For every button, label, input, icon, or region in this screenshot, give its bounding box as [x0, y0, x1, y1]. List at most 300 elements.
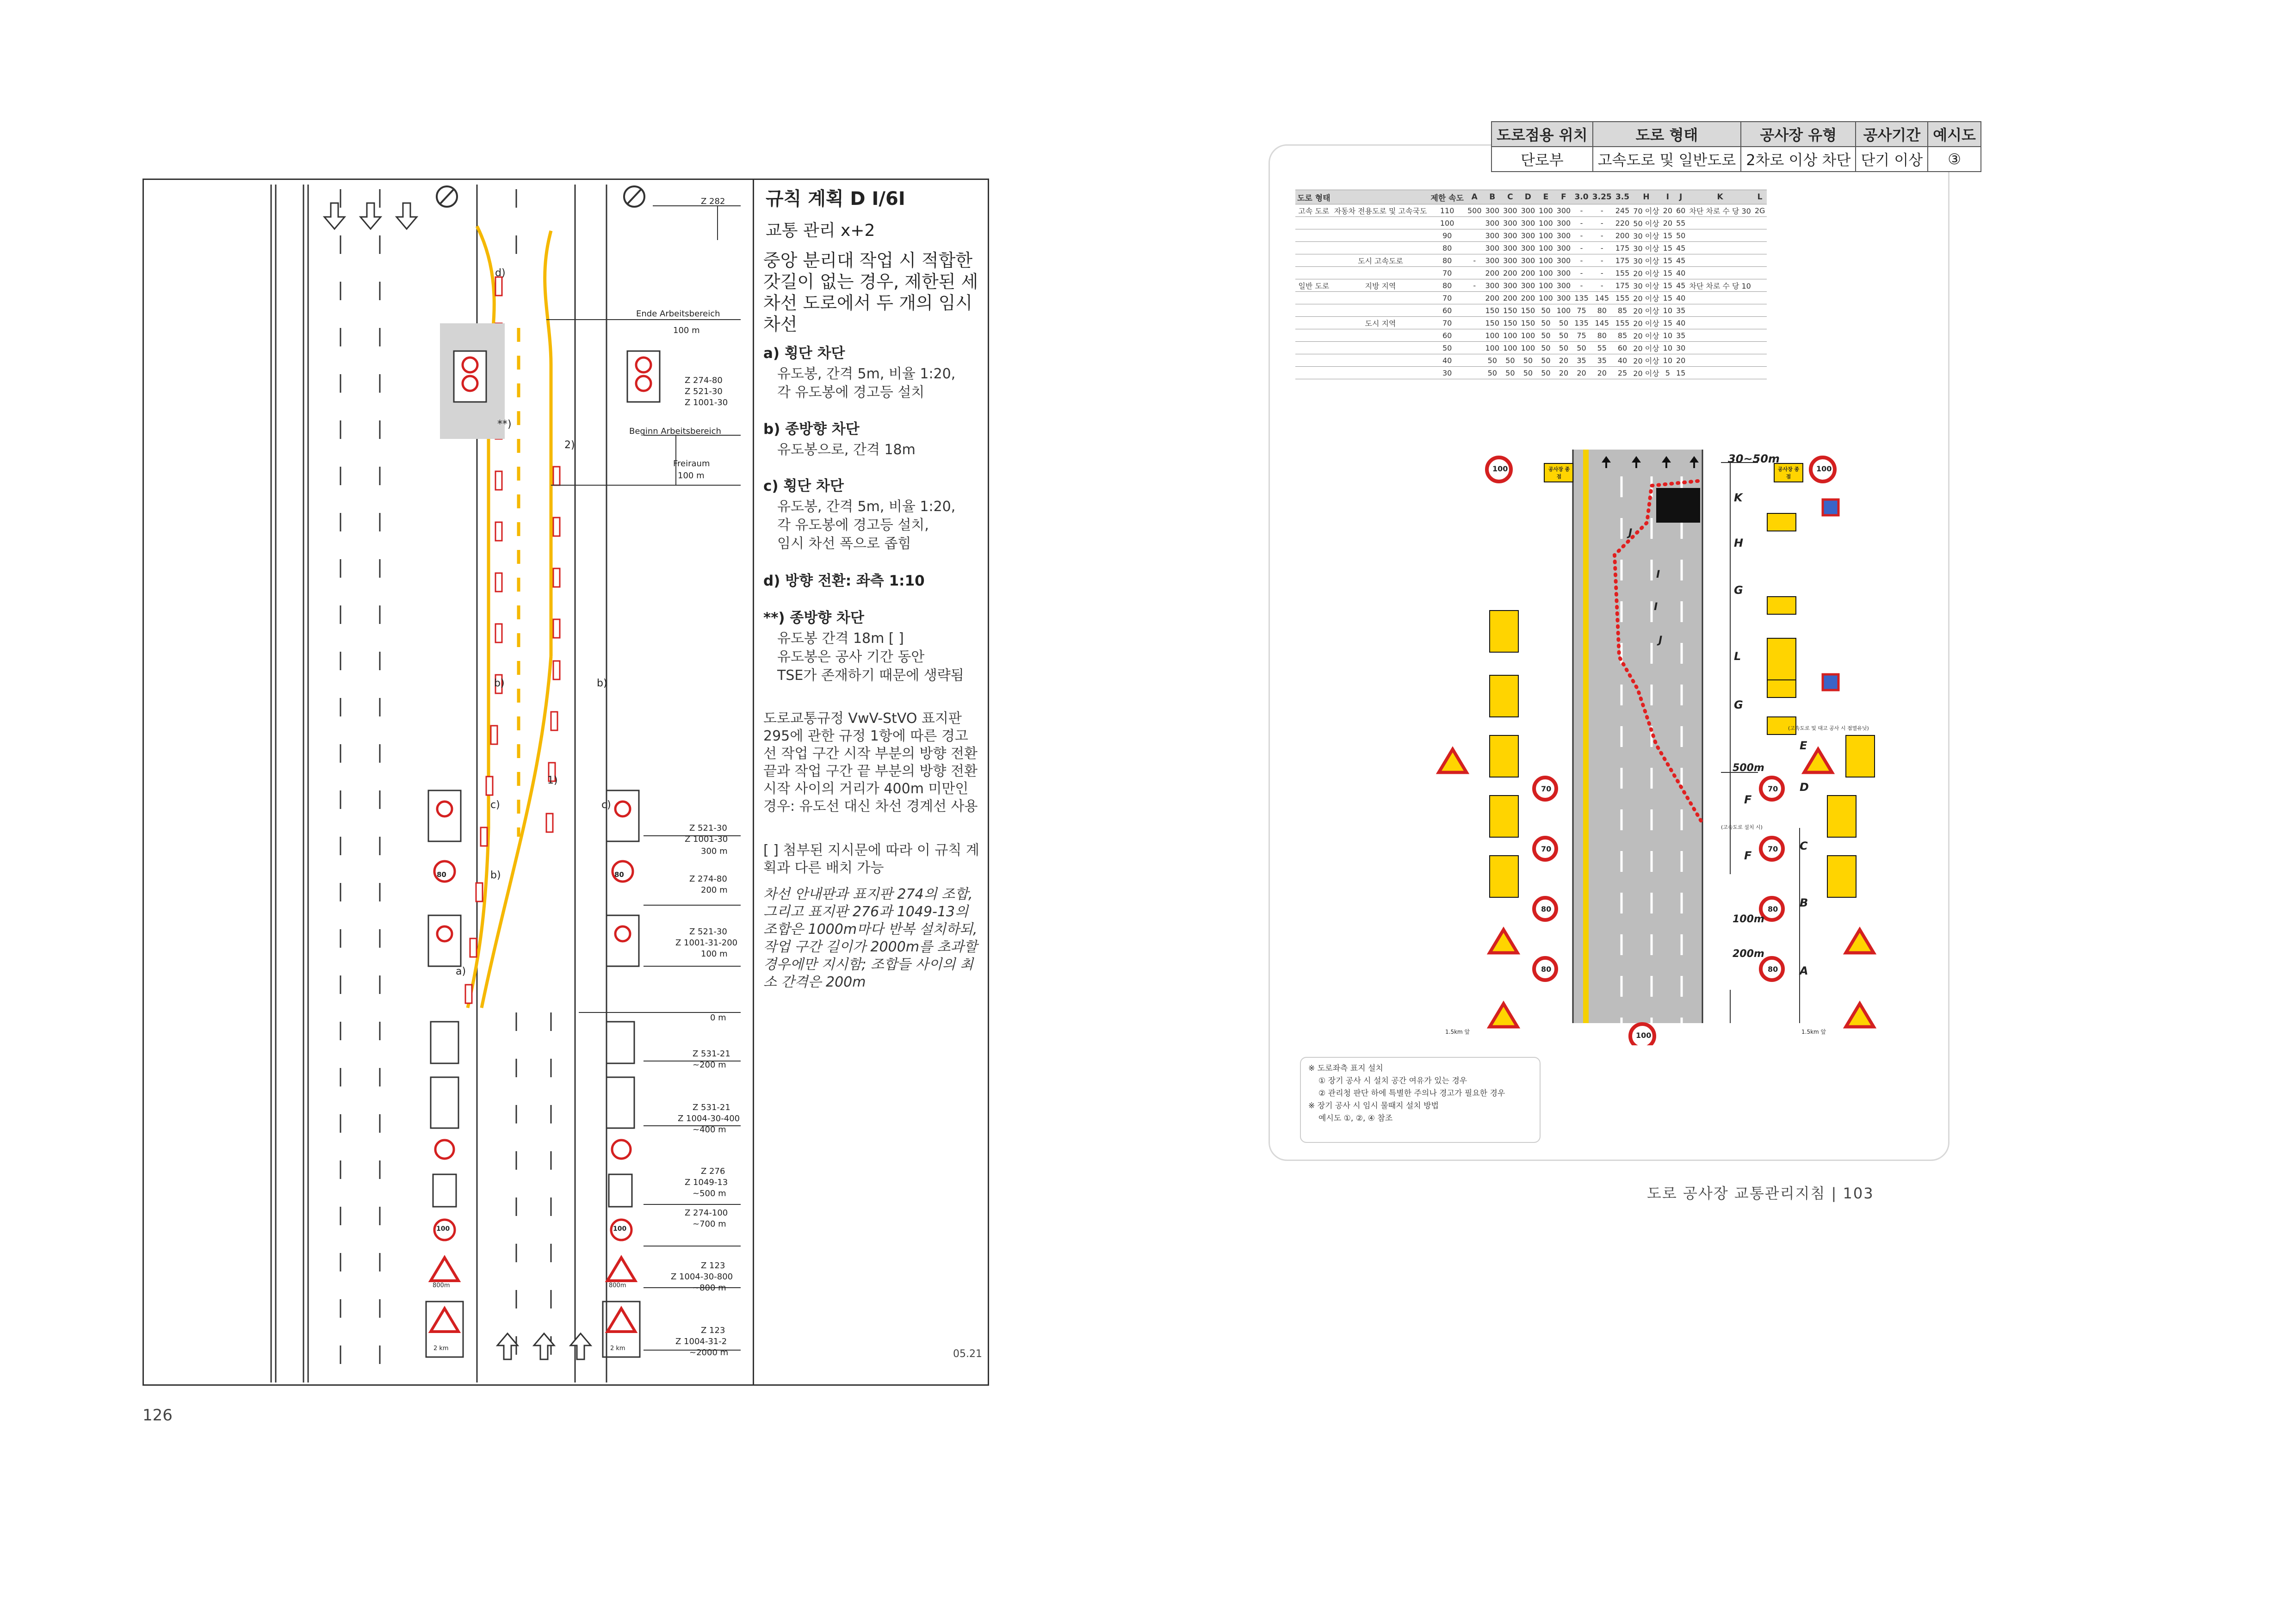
sign-80-left-b: 80 [1541, 965, 1552, 974]
table-cell [1332, 354, 1429, 367]
label-d-400: ~400 m [693, 1125, 726, 1135]
table-cell [1687, 304, 1752, 317]
table-cell: 80 [1590, 304, 1614, 317]
table-cell: 20 이상 [1631, 354, 1661, 367]
sign-80-right: 80 [614, 870, 624, 879]
table-row [1295, 304, 1767, 317]
table-cell: 80 [1429, 279, 1466, 292]
value-cell: 고속도로 및 일반도로 [1593, 147, 1741, 172]
table-cell [1687, 267, 1752, 279]
table-cell: 300 [1501, 279, 1519, 292]
table-cell: 70 [1429, 317, 1466, 329]
table-cell: 고속 도로 [1295, 204, 1332, 217]
table-cell: 75 [1572, 304, 1590, 317]
table-cell: 50 [1555, 317, 1573, 329]
table-cell: 300 [1519, 217, 1537, 229]
label-d200: 200 m [701, 885, 728, 895]
label-top-dist: 30~50m [1728, 452, 1780, 465]
table-cell: 100 [1537, 242, 1555, 254]
label-z1001-c: Z 1001-31-200 [675, 938, 738, 948]
table-cell: 150 [1501, 304, 1519, 317]
table-cell [1295, 267, 1332, 279]
table-cell: 300 [1484, 279, 1502, 292]
spec-header-cell: 3.5 [1614, 190, 1632, 204]
marker-b-right: b) [597, 678, 607, 689]
spec-table [1295, 190, 1767, 379]
label-500m: 500m [1733, 762, 1764, 774]
table-cell [1295, 254, 1332, 267]
table-cell: 15 [1661, 254, 1674, 267]
table-cell [1466, 242, 1484, 254]
table-cell: 50 [1519, 367, 1537, 379]
table-cell: 300 [1555, 279, 1573, 292]
table-cell: 30 이상 [1631, 279, 1661, 292]
table-cell: 35 [1674, 304, 1687, 317]
tag-800m-right: 800m [609, 1282, 626, 1289]
spec-header-cell: H [1631, 190, 1661, 204]
label-j1: J [1628, 527, 1633, 539]
regelplan-date: 05.21 [953, 1348, 982, 1360]
label-b: B [1800, 896, 1808, 909]
label-200m: 200m [1733, 948, 1764, 960]
table-cell: 175 [1614, 254, 1632, 267]
table-cell [1466, 342, 1484, 354]
section-d [763, 569, 981, 592]
table-cell: 40 [1674, 267, 1687, 279]
table-cell: 50 [1484, 354, 1502, 367]
table-cell: 300 [1555, 229, 1573, 242]
table-cell: 110 [1429, 204, 1466, 217]
label-d-700: ~700 m [693, 1219, 726, 1229]
table-cell: 15 [1661, 267, 1674, 279]
table-cell [1687, 354, 1752, 367]
table-cell: 300 [1555, 254, 1573, 267]
table-cell: 80 [1429, 242, 1466, 254]
table-cell [1466, 229, 1484, 242]
table-cell: 90 [1429, 229, 1466, 242]
table-cell: 175 [1614, 279, 1632, 292]
table-cell: 30 [1429, 367, 1466, 379]
table-cell: 50 이상 [1631, 217, 1661, 229]
section-a [763, 341, 981, 402]
table-cell: 150 [1519, 317, 1537, 329]
label-k: K [1734, 491, 1743, 504]
table-cell: 30 [1674, 342, 1687, 354]
table-cell: 300 [1519, 242, 1537, 254]
table-cell [1753, 254, 1767, 267]
table-cell: 20 이상 [1631, 317, 1661, 329]
table-cell: - [1572, 217, 1590, 229]
sign-100-bottom: 100 [1636, 1031, 1652, 1040]
table-cell: 20 이상 [1631, 292, 1661, 304]
regelplan-para1: 도로교통규정 VwV-StVO 표지판 295에 관한 규정 1항에 따른 경고선 작업 구간 시작 부분의 방향 전환 끝과 작업 구간 끝 부분의 방향 전환 시작 사이의 거리가 400m 미만인 경우: 유도선 대신 차선 경계선 사용 [763, 710, 978, 815]
table-cell [1332, 242, 1429, 254]
table-row [1295, 242, 1767, 254]
marker-star: **) [497, 419, 512, 430]
table-cell: 150 [1484, 317, 1502, 329]
label-z521-a: Z 521-30 [689, 823, 727, 833]
table-cell [1753, 354, 1767, 367]
table-cell: 50 [1555, 342, 1573, 354]
table-cell [1466, 367, 1484, 379]
label-z1049: Z 1049-13 [685, 1178, 728, 1187]
label-z282: Z 282 [701, 197, 725, 206]
table-cell [1332, 267, 1429, 279]
label-ende-dist: 100 m [673, 326, 700, 335]
table-cell: 2G [1753, 204, 1767, 217]
table-cell: 50 [1501, 354, 1519, 367]
table-cell: - [1572, 279, 1590, 292]
section-b [763, 417, 981, 459]
table-cell: 100 [1537, 204, 1555, 217]
tag-800m-left: 800m [433, 1282, 450, 1289]
work-sign-left: 공사장 종 점 [1548, 466, 1570, 480]
marker-a: a) [456, 966, 466, 977]
table-cell: 55 [1674, 217, 1687, 229]
label-i2: I [1656, 569, 1660, 580]
section-heading: c) 횡단 차단 [763, 478, 844, 494]
table-cell: - [1572, 204, 1590, 217]
sign-100-top-right: 100 [1816, 464, 1832, 473]
label-d: D [1800, 781, 1809, 794]
table-cell [1753, 317, 1767, 329]
marker-d: d) [495, 267, 506, 279]
spec-header-row [1295, 190, 1767, 204]
label-h: H [1734, 537, 1744, 549]
table-cell [1753, 367, 1767, 379]
table-cell: 60 [1674, 204, 1687, 217]
tag-1km-left: 1.5km 앞 [1445, 1029, 1470, 1035]
table-cell [1687, 292, 1752, 304]
table-cell [1332, 229, 1429, 242]
table-cell: 도시 지역 [1332, 317, 1429, 329]
table-cell [1753, 229, 1767, 242]
table-cell: 15 [1661, 229, 1674, 242]
table-cell: 300 [1555, 292, 1573, 304]
table-cell: 300 [1555, 242, 1573, 254]
label-100m: 100m [1733, 913, 1764, 925]
sign-group-left [454, 351, 486, 402]
work-sign-right: 공사장 종 점 [1777, 466, 1800, 480]
table-cell [1295, 367, 1332, 379]
table-cell: 20 [1555, 367, 1573, 379]
table-cell: 100 [1501, 329, 1519, 342]
table-cell [1466, 317, 1484, 329]
table-cell [1687, 254, 1752, 267]
table-cell [1332, 304, 1429, 317]
table-cell: 200 [1501, 292, 1519, 304]
table-cell: 50 [1429, 342, 1466, 354]
table-cell: 200 [1484, 292, 1502, 304]
table-cell: 150 [1519, 304, 1537, 317]
spec-header-cell: 제한 속도 [1429, 190, 1466, 204]
table-row [1295, 267, 1767, 279]
section-line: 각 유도봉에 경고등 설치, [777, 517, 929, 533]
table-cell: 20 [1572, 367, 1590, 379]
regelplan-divider [753, 179, 754, 1386]
table-cell: 300 [1484, 229, 1502, 242]
table-cell: - [1590, 267, 1614, 279]
table-cell: 175 [1614, 242, 1632, 254]
label-beginn: Beginn Arbeitsbereich [629, 426, 721, 436]
table-cell: 500 [1466, 204, 1484, 217]
table-cell: 50 [1537, 354, 1555, 367]
label-z1001-top: Z 1001-30 [685, 398, 728, 407]
table-row [1295, 279, 1767, 292]
table-cell: 40 [1429, 354, 1466, 367]
note-item: ② 관리청 판단 하에 특별한 주의나 경고가 필요한 경우 [1318, 1089, 1505, 1098]
label-i1: I [1654, 601, 1658, 613]
label-z276: Z 276 [701, 1166, 725, 1176]
label-z123-b: Z 123 [701, 1326, 725, 1335]
sign-80-left-a: 80 [1541, 905, 1552, 913]
sign-70-left-a: 70 [1541, 784, 1552, 793]
table-cell: 30 이상 [1631, 242, 1661, 254]
table-row [1295, 229, 1767, 242]
table-cell: - [1466, 254, 1484, 267]
table-cell [1466, 354, 1484, 367]
table-cell: 10 [1661, 342, 1674, 354]
table-row [1295, 342, 1767, 354]
marker-1: 1) [547, 775, 558, 786]
section-heading: **) 종방향 차단 [763, 610, 864, 626]
table-cell: 50 [1537, 342, 1555, 354]
table-cell: 220 [1614, 217, 1632, 229]
table-cell [1295, 317, 1332, 329]
table-cell: 300 [1501, 204, 1519, 217]
table-cell: 135 [1572, 317, 1590, 329]
layout-diagram [1434, 449, 1915, 1045]
table-row [1295, 292, 1767, 304]
table-cell [1332, 217, 1429, 229]
table-cell [1295, 217, 1332, 229]
header-cell: 예시도 [1928, 122, 1981, 147]
table-cell: 100 [1519, 329, 1537, 342]
table-cell: 245 [1614, 204, 1632, 217]
table-cell [1295, 342, 1332, 354]
spec-header-cell: J [1674, 190, 1687, 204]
regelplan-para2: [ ] 첨부된 지시문에 따라 이 규칙 계획과 다른 배치 가능 [763, 842, 979, 876]
table-cell: 도시 고속도로 [1332, 254, 1429, 267]
table-cell: 300 [1519, 254, 1537, 267]
table-cell: - [1590, 229, 1614, 242]
section-heading: d) 방향 전환: 좌측 1:10 [763, 573, 925, 589]
section-heading: b) 종방향 차단 [763, 421, 860, 438]
table-cell: 60 [1429, 329, 1466, 342]
table-cell: - [1590, 242, 1614, 254]
table-cell [1753, 267, 1767, 279]
table-cell: 45 [1674, 242, 1687, 254]
table-cell: 60 [1429, 304, 1466, 317]
sign-100-right: 100 [613, 1225, 627, 1233]
spec-header-cell: B [1484, 190, 1502, 204]
table-cell [1295, 304, 1332, 317]
table-cell: - [1590, 204, 1614, 217]
spec-header-cell: K [1687, 190, 1752, 204]
table-cell: 50 [1674, 229, 1687, 242]
spec-header-cell: I [1661, 190, 1674, 204]
table-cell: 155 [1614, 317, 1632, 329]
label-g1: G [1734, 584, 1743, 597]
label-z1004-c: Z 1004-31-2 [675, 1337, 727, 1346]
sign-70-left-b: 70 [1541, 845, 1552, 853]
table-cell: 35 [1572, 354, 1590, 367]
table-cell [1295, 354, 1332, 367]
regelplan-subtitle: 교통 관리 x+2 [766, 221, 875, 240]
table-cell: 5 [1661, 367, 1674, 379]
label-freiraum: Freiraum [673, 459, 710, 469]
table-cell [1753, 292, 1767, 304]
table-cell: 300 [1501, 229, 1519, 242]
table-cell: 100 [1537, 267, 1555, 279]
marker-b-lower: b) [490, 870, 501, 881]
label-z123-a: Z 123 [701, 1261, 725, 1271]
table-cell [1332, 329, 1429, 342]
regelplan-description: 중앙 분리대 작업 시 적합한 갓길이 없는 경우, 제한된 세 차선 도로에서 두 개의 임시 차선 [763, 250, 978, 334]
table-cell: 300 [1519, 229, 1537, 242]
spec-header-cell: 도로 형태 [1295, 190, 1332, 204]
table-cell: 15 [1661, 292, 1674, 304]
table-cell [1295, 242, 1332, 254]
label-z521-top: Z 521-30 [685, 387, 723, 396]
table-cell: 10 [1661, 354, 1674, 367]
table-cell: 150 [1501, 317, 1519, 329]
table-cell: 50 [1537, 329, 1555, 342]
label-freiraum-dist: 100 m [678, 471, 705, 481]
table-cell: 50 [1484, 367, 1502, 379]
sign-80-right-a: 80 [1768, 905, 1778, 913]
table-cell: 60 [1614, 342, 1632, 354]
table-cell: 50 [1501, 367, 1519, 379]
table-cell: 200 [1519, 292, 1537, 304]
table-cell: 15 [1674, 367, 1687, 379]
table-cell [1332, 342, 1429, 354]
table-cell [1753, 279, 1767, 292]
table-cell: 300 [1484, 204, 1502, 217]
table-cell: 20 이상 [1631, 367, 1661, 379]
table-row [1295, 367, 1767, 379]
table-cell: 100 [1537, 217, 1555, 229]
page-number-left: 126 [142, 1406, 173, 1425]
table-cell: - [1572, 254, 1590, 267]
table-cell: - [1572, 229, 1590, 242]
table-cell [1466, 267, 1484, 279]
table-cell: 100 [1537, 279, 1555, 292]
table-cell: 300 [1501, 242, 1519, 254]
header-cell: 공사기간 [1856, 122, 1928, 147]
table-cell: 15 [1661, 317, 1674, 329]
table-cell: 200 [1519, 267, 1537, 279]
note-item: ① 장기 공사 시 설치 공간 여유가 있는 경우 [1318, 1076, 1467, 1086]
label-z274-100: Z 274-100 [685, 1208, 728, 1218]
label-z274-top: Z 274-80 [685, 376, 723, 385]
table-cell: 15 [1661, 279, 1674, 292]
table-cell [1466, 304, 1484, 317]
table-cell: 300 [1484, 254, 1502, 267]
section-line: 각 유도봉에 경고등 설치 [777, 384, 925, 401]
sign-100-left: 100 [436, 1225, 450, 1233]
table-cell: 155 [1614, 292, 1632, 304]
label-d100: 100 m [701, 949, 728, 959]
table-cell: 100 [1555, 304, 1573, 317]
table-cell: 200 [1484, 267, 1502, 279]
section-line: 임시 차선 폭으로 좁힘 [777, 536, 911, 552]
sign-70-right-b: 70 [1768, 845, 1778, 853]
note-title-2: ※ 장기 공사 시 임시 물때지 설치 방법 [1308, 1101, 1439, 1111]
table-cell [1466, 329, 1484, 342]
value-cell: 단기 이상 [1856, 147, 1928, 172]
table-cell: 45 [1674, 254, 1687, 267]
regelplan-diagram [144, 180, 753, 1384]
table-row [1295, 329, 1767, 342]
table-cell: 100 [1519, 342, 1537, 354]
table-cell [1753, 329, 1767, 342]
table-cell: 85 [1614, 329, 1632, 342]
table-cell: 145 [1590, 292, 1614, 304]
section-line: 유도봉은 공사 기간 동안 [777, 649, 925, 665]
section-star [763, 606, 981, 685]
sign-100-top-left: 100 [1492, 464, 1508, 473]
table-cell: 40 [1674, 317, 1687, 329]
spec-header-cell: D [1519, 190, 1537, 204]
table-cell [1687, 367, 1752, 379]
table-cell: - [1590, 254, 1614, 267]
table-cell: 200 [1614, 229, 1632, 242]
table-cell: 70 [1429, 267, 1466, 279]
table-cell: 100 [1484, 342, 1502, 354]
tag-2km-left: 2 km [433, 1345, 449, 1352]
label-z1004-a: Z 1004-30-400 [678, 1114, 740, 1123]
label-j2: J [1659, 635, 1663, 646]
label-z531-a: Z 531-21 [693, 1049, 730, 1059]
table-cell: 10 [1661, 329, 1674, 342]
label-a: A [1800, 964, 1808, 977]
table-cell: 300 [1501, 217, 1519, 229]
table-cell: 85 [1614, 304, 1632, 317]
table-cell: 300 [1519, 204, 1537, 217]
table-cell [1753, 242, 1767, 254]
table-cell: 200 [1501, 267, 1519, 279]
table-row [1295, 317, 1767, 329]
table-cell [1687, 329, 1752, 342]
table-cell: 20 [1674, 354, 1687, 367]
label-z274-b: Z 274-80 [689, 874, 727, 884]
section-line: 유도봉 간격 18m [ ] [777, 630, 904, 647]
table-cell: 20 이상 [1631, 267, 1661, 279]
table-cell: 70 이상 [1631, 204, 1661, 217]
table-cell: - [1590, 279, 1614, 292]
label-l: L [1734, 650, 1741, 663]
spec-header-cell: 3.25 [1590, 190, 1614, 204]
spec-header-cell: L [1753, 190, 1767, 204]
section-line: 유도봉으로, 간격 18m [777, 442, 916, 458]
note-box [1300, 1057, 1541, 1143]
table-cell: 100 [1501, 342, 1519, 354]
regelplan-para3: 차선 안내판과 표지판 274의 조합, 그리고 표지판 276과 1049-13의 조합은 1000m마다 반복 설치하되, 작업 구간 길이가 2000m를 초과할 경우에만 지시함; 조합들 사이의 최소 간격은 200m [763, 886, 978, 990]
lane-note: (고속도로 및 대고 공사 시 점멸유닛) [1788, 725, 1869, 731]
spec-header-cell: 3.0 [1572, 190, 1590, 204]
table-cell [1687, 242, 1752, 254]
table-cell: 40 [1614, 354, 1632, 367]
tag-1km-right: 1.5km 앞 [1801, 1029, 1826, 1035]
label-g2: G [1734, 698, 1743, 711]
table-cell: 45 [1674, 279, 1687, 292]
table-cell: 50 [1555, 329, 1573, 342]
label-e: E [1800, 739, 1807, 752]
value-cell: 2차로 이상 차단 [1741, 147, 1856, 172]
table-cell [1332, 367, 1429, 379]
section-heading: a) 횡단 차단 [763, 345, 845, 362]
